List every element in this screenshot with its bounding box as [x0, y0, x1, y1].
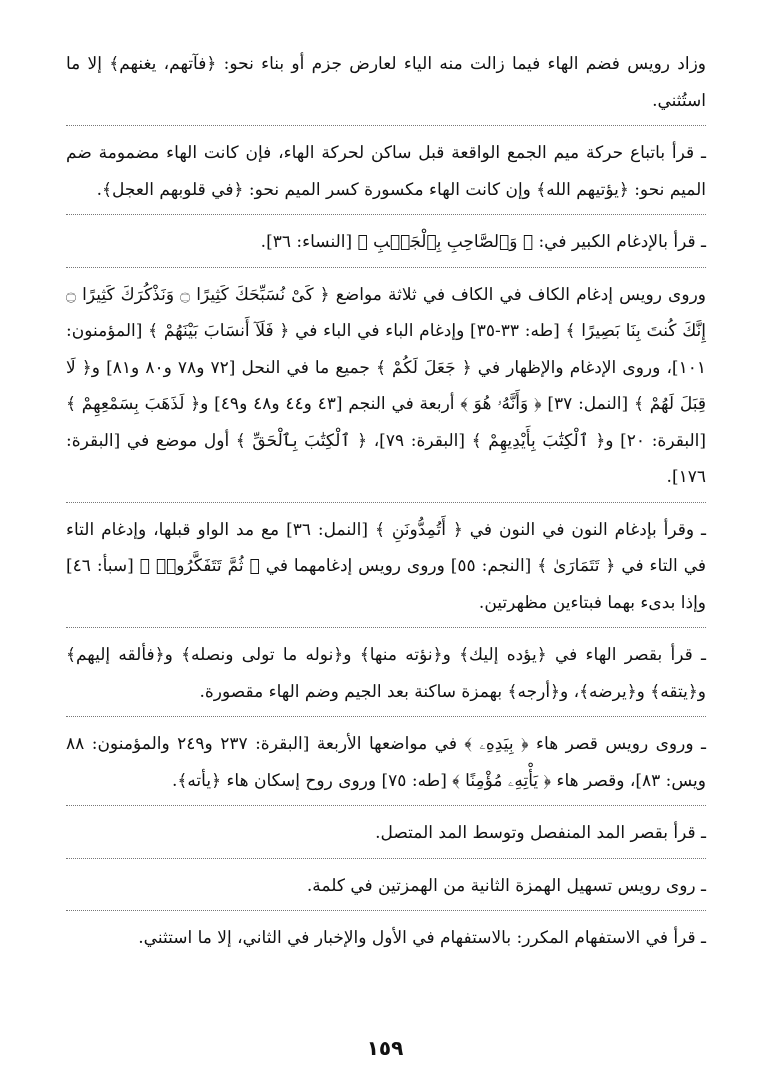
paragraph-8: ـ قرأ بقصر المد المنفصل وتوسط المد المتصل.	[375, 823, 706, 843]
divider-5	[66, 627, 706, 629]
paragraph-1: وزاد رويس فضم الهاء فيما زالت منه الياء لعارض جزم أو بناء نحو: ﴿فآتهم، يغنهم﴾ إلا ما استُثني.	[66, 54, 706, 111]
divider-3	[66, 267, 706, 269]
divider-2	[66, 214, 706, 216]
paragraph-9: ـ روى رويس تسهيل الهمزة الثانية من الهمزتين في كلمة.	[306, 875, 706, 896]
paragraph-6: ـ قرأ بقصر الهاء في ﴿يؤده إليك﴾ و﴿نؤته منها﴾ و﴿نوله ما تولى ونصله﴾ و﴿فألقه إليهم﴾ و﴿يتقه﴾ و﴿يرضه﴾، و﴿أرجه﴾ بهمزة ساكنة بعد الجيم وضم الهاء مقصورة.	[66, 645, 706, 702]
divider-1	[66, 125, 706, 127]
divider-8	[66, 858, 706, 860]
paragraph-4: وروى رويس إدغام الكاف في الكاف في ثلاثة مواضع ﴿ كَىْ نُسَبِّحَكَ كَثِيرًا ۝ وَنَذْكُرَكَ كَثِيرًا ۝ إِنَّكَ كُنتَ بِنَا بَصِيرًا ﴾ [طه: ٣٣-٣٥] وإدغام الباء في الباء في ﴿ فَلَآ أَنسَابَ بَيْنَهُمْ ﴾ [المؤمنون: ١٠١]، وروى الإدغام والإظهار في ﴿ جَعَلَ لَكُمْ ﴾ جميع ما في النحل [٧٢ و٧٨ و٨٠ و٨١] و﴿ لَا قِبَلَ لَهُمْ ﴾ [النمل: ٣٧] ﴿ وَأَنَّهُۥ هُوَ ﴾ أربعة في النجم [٤٣ و٤٤ و٤٨ و٤٩] و﴿ لَذَهَبَ بِسَمْعِهِمْ ﴾ [البقرة: ٢٠] و﴿ ٱلْكِتَٰبَ بِأَيْدِيهِمْ ﴾ [البقرة: ٧٩]، ﴿ ٱلْكِتَٰبَ بِٱلْحَقِّ ﴾ أول موضع في [البقرة: ١٧٦].	[66, 284, 706, 487]
divider-6	[66, 716, 706, 718]
divider-9	[66, 910, 706, 912]
paragraph-10: ـ قرأ في الاستفهام المكرر: بالاستفهام في الأول والإخبار في الثاني، إلا ما استثني.	[138, 928, 706, 948]
page-number: ١٥٩	[366, 1036, 404, 1060]
paragraph-5: ـ وقرأ بإدغام النون في النون في ﴿ أَتُمِدُّونَنِ ﴾ [النمل: ٣٦] مع مد الواو قبلها، وإدغام التاء في التاء في ﴿ تَتَمَارَىٰ ﴾ [النجم: ٥٥] وروى رويس إدغامهما في ﴿ ثُمَّ تَتَفَكَّرُوا۟ ﴾ [سبأ: ٤٦] وإذا بدىء بهما فبتاءين مظهرتين.	[66, 519, 707, 613]
paragraph-3: ـ قرأ بالإدغام الكبير في: ﴿ وَٱلصَّاحِبِ بِٱلْجَنۢبِ ﴾ [النساء: ٣٦].	[260, 232, 706, 252]
divider-7	[66, 805, 706, 807]
divider-4	[66, 502, 706, 504]
paragraph-7: ـ وروى رويس قصر هاء ﴿ بِيَدِهِۦ ﴾ في مواضعها الأربعة [البقرة: ٢٣٧ و٢٤٩ والمؤمنون: ٨٨ ويس: ٨٣]، وقصر هاء ﴿ يَأْتِهِۦ مُؤْمِنًا ﴾ [طه: ٧٥] وروى روح إسكان هاء ﴿يأته﴾.	[66, 734, 706, 791]
page-body	[66, 46, 706, 957]
paragraph-2: ـ قرأ باتباع حركة ميم الجمع الواقعة قبل ساكن لحركة الهاء، فإن كانت الهاء مضمومة ضم الميم نحو: ﴿يؤتيهم الله﴾ وإن كانت الهاء مكسورة كسر الميم نحو: ﴿في قلوبهم العجل﴾.	[66, 143, 706, 200]
